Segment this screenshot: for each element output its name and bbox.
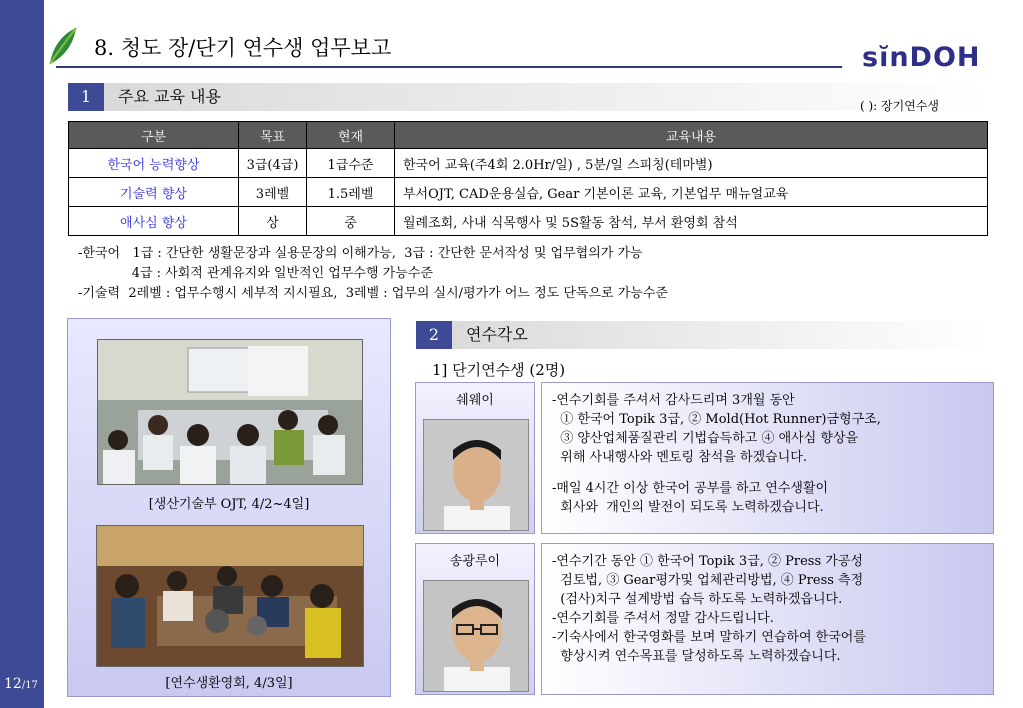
table-cell: 1급수준 <box>307 149 395 178</box>
trainee-portrait <box>423 580 529 692</box>
resolution-line: 회사와 개인의 발전이 되도록 노력하겠습니다. <box>552 500 824 515</box>
table-row <box>69 149 988 178</box>
col-header-goal: 목표 <box>239 122 307 149</box>
trainee-name: 쉐웨이 <box>456 393 494 408</box>
resolution-line: 향상시켜 연수목표를 달성하도록 노력하겠습니다. <box>552 649 841 664</box>
resolution-line: (검사)치구 설계방법 습득 하도록 노력하겠읍니다. <box>552 592 843 607</box>
table-cell: 3레벨 <box>239 178 307 207</box>
welcome-party-caption: [연수생환영회, 4/3일] <box>165 676 293 691</box>
note-line: -기술력 2레벨 : 업무수행시 세부적 지시필요, 3레벨 : 업무의 실시/평가가 어느 정도 단독으로 가능수준 <box>78 286 668 301</box>
table-row <box>69 207 988 236</box>
resolution-line: -연수기회를 주셔서 정말 감사드립니다. <box>552 611 774 626</box>
sindoh-logo: sĭnDOH <box>862 42 981 73</box>
page-title: 8. 청도 장/단기 연수생 업무보고 <box>94 36 392 60</box>
section1-header <box>68 83 988 111</box>
resolution-line: -연수기회를 주셔서 감사드리며 3개월 동안 <box>552 393 795 408</box>
trainee-name: 송광루이 <box>449 554 501 569</box>
resolution-line: 위해 사내행사와 멘토링 참석을 하겠습니다. <box>552 450 807 465</box>
table-cell: 한국어 교육(주4회 2.0Hr/일) , 5분/일 스피칭(테마별) <box>395 149 988 178</box>
resolution-line: -기숙사에서 한국영화를 보며 말하기 연습하여 한국어를 <box>552 630 866 645</box>
ojt-photo-caption: [생산기술부 OJT, 4/2~4일] <box>148 497 310 512</box>
title-underline <box>56 66 842 68</box>
resolution-line: -연수기간 동안 ① 한국어 Topik 3급, ② Press 가공성 <box>552 554 863 569</box>
level-notes <box>78 244 668 304</box>
resolution-line: 검토법, ③ Gear평가및 업체관리방법, ④ Press 측정 <box>552 573 864 588</box>
section2-header <box>416 321 988 349</box>
table-cell: 중 <box>307 207 395 236</box>
table-cell: 한국어 능력향상 <box>69 149 239 178</box>
welcome-party-photo <box>96 525 364 667</box>
table-cell: 부서OJT, CAD운용실습, Gear 기본이론 교육, 기본업무 매뉴얼교육 <box>395 178 988 207</box>
photo-panel <box>67 318 391 697</box>
resolution-line: ① 한국어 Topik 3급, ② Mold(Hot Runner)금형구조, <box>552 412 881 427</box>
col-header-content: 교육내용 <box>395 122 988 149</box>
leaf-icon <box>46 26 78 66</box>
section1-number: 1 <box>68 83 104 111</box>
table-header-row <box>69 122 988 149</box>
resolution-line: -매일 4시간 이상 한국어 공부를 하고 연수생활이 <box>552 481 829 496</box>
resolution-line: ③ 양산업체품질관리 기법습득하고 ④ 애사심 향상을 <box>552 431 859 446</box>
short-term-trainee-heading: 1] 단기연수생 (2명) <box>432 361 566 379</box>
col-header-category: 구분 <box>69 122 239 149</box>
page-number: 12/17 <box>4 676 38 692</box>
note-line: -한국어 1급 : 간단한 생활문장과 실용문장의 이해가능, 3급 : 간단한 문서작성 및 업무협의가 가능 <box>78 246 643 261</box>
section2-label: 연수각오 <box>466 325 528 344</box>
trainee-card-2 <box>415 543 535 695</box>
long-term-note: ( ): 장기연수생 <box>860 99 939 113</box>
table-cell: 기술력 향상 <box>69 178 239 207</box>
table-cell: 상 <box>239 207 307 236</box>
table-cell: 1.5레벨 <box>307 178 395 207</box>
section1-label: 주요 교육 내용 <box>118 87 221 106</box>
table-cell: 3급(4급) <box>239 149 307 178</box>
note-line: 4급 : 사회적 관계유지와 일반적인 업무수행 가능수준 <box>78 266 433 281</box>
table-cell: 애사심 향상 <box>69 207 239 236</box>
left-sidebar-bar <box>0 0 44 708</box>
trainee-resolution-1 <box>541 382 994 534</box>
table-cell: 월례조회, 사내 식목행사 및 5S활동 참석, 부서 환영회 참석 <box>395 207 988 236</box>
trainee-resolution-2 <box>541 543 994 695</box>
ojt-photo <box>97 339 363 485</box>
table-row <box>69 178 988 207</box>
education-table <box>68 121 988 236</box>
trainee-portrait <box>423 419 529 531</box>
section2-number: 2 <box>416 321 452 349</box>
trainee-card-1 <box>415 382 535 534</box>
col-header-current: 현재 <box>307 122 395 149</box>
